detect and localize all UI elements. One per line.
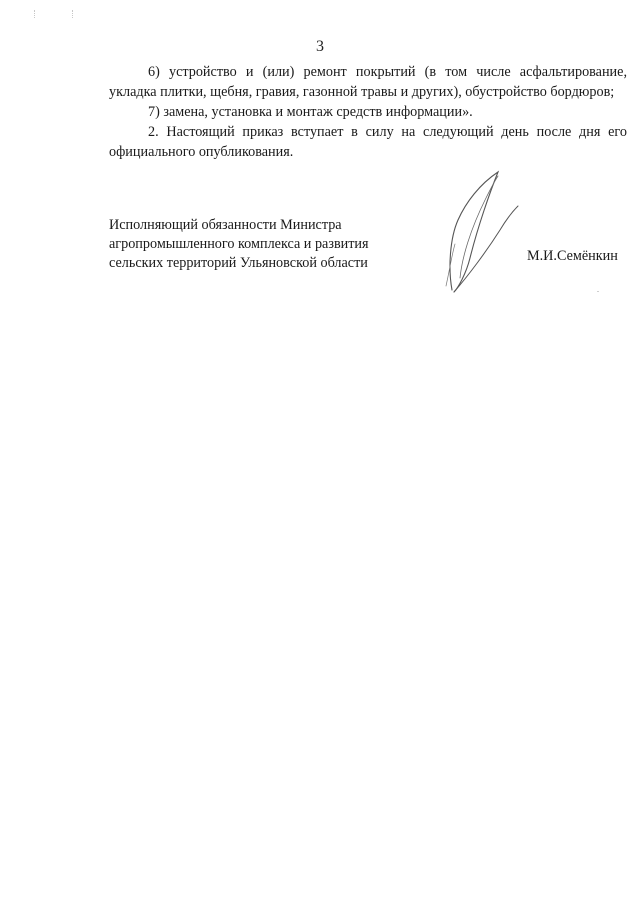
position-line: Исполняющий обязанности Министра xyxy=(109,217,342,233)
scan-artifact xyxy=(34,10,35,18)
signer-name: М.И.Семёнкин xyxy=(527,248,618,264)
position-line: сельских территорий Ульяновской области xyxy=(109,255,368,271)
paragraph-item-7: 7) замена, установка и монтаж средств информации». xyxy=(148,104,473,120)
signature-stroke xyxy=(454,206,518,292)
paragraph-item-6: 6) устройство и (или) ремонт покрытий (в том числе асфальтирование, укладка плитки, щебня, гравия, газонной травы и других), обустройство бордюров; xyxy=(109,64,627,100)
signature-stroke xyxy=(450,172,498,292)
scan-artifact xyxy=(72,10,73,18)
signatory-position xyxy=(109,216,369,273)
page-number: 3 xyxy=(316,38,324,55)
position-line: агропромышленного комплекса и развития xyxy=(109,236,369,252)
document-body xyxy=(109,62,627,162)
handwritten-signature xyxy=(440,168,520,298)
scan-artifact xyxy=(597,291,599,292)
paragraph-effective-date: 2. Настоящий приказ вступает в силу на следующий день после дня его официального опубликования. xyxy=(109,124,627,160)
